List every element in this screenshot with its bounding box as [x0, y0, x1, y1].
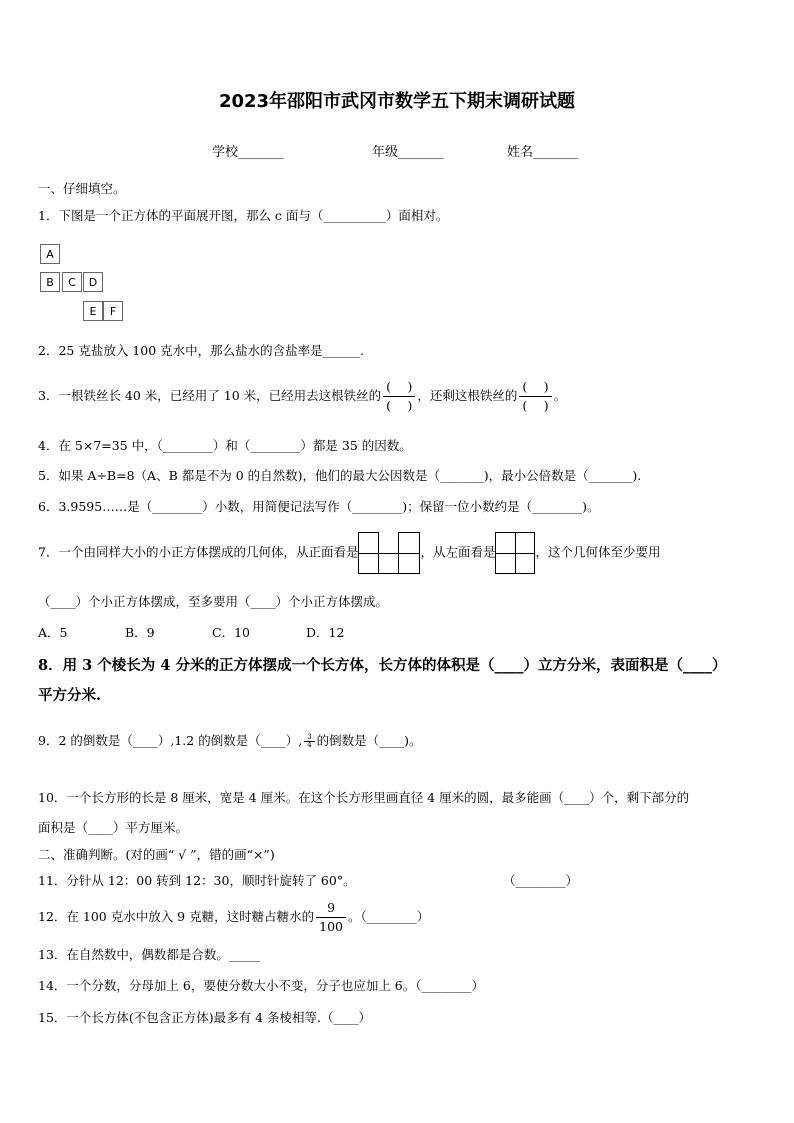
front-view-square [378, 553, 399, 574]
question-9-text-a: 9．2 的倒数是（____）,1.2 的倒数是（____）, [38, 733, 303, 748]
question-11-blank: （________） [503, 873, 579, 888]
left-view-square [515, 532, 535, 554]
fraction-nine-hundredths [316, 899, 346, 936]
fraction-used-num: ( ) [386, 379, 413, 394]
question-7 [38, 532, 661, 574]
fraction-left [519, 378, 551, 415]
option-a: A．5 [38, 625, 68, 640]
front-view-square [358, 532, 379, 554]
question-13: 13．在自然数中，偶数都是合数。_____ [38, 947, 261, 962]
option-b: B．9 [125, 625, 155, 640]
section-2-heading: 二、准确判断。(对的画“ √ ”，错的画“×”) [38, 847, 275, 862]
fraction-used [383, 378, 415, 415]
question-10-line-2: 面积是（____）平方厘米。 [38, 820, 189, 835]
net-face-f: F [103, 301, 123, 321]
question-8-line-1: 8．用 3 个棱长为 4 分米的正方体摆成一个长方体，长方体的体积是（____）立方分米，表面积是（____） [38, 657, 727, 674]
question-8-line-2: 平方分米. [38, 687, 102, 704]
question-9 [38, 732, 422, 750]
question-3-text-b: ，还剩这根铁丝的 [417, 388, 518, 403]
name-field: 姓名_______ [507, 145, 579, 160]
option-c: C．10 [212, 625, 250, 640]
fraction-den: 4 [304, 741, 314, 749]
left-view-figure [495, 532, 535, 574]
fraction-three-quarters [304, 734, 314, 749]
question-7-line-2: （____）个小正方体摆成，至多要用（____）个小正方体摆成。 [38, 594, 389, 609]
question-2: 2．25 克盐放入 100 克水中，那么盐水的含盐率是______. [38, 343, 365, 358]
school-field: 学校_______ [212, 145, 284, 160]
left-view-square [495, 532, 516, 554]
question-14: 14．一个分数，分母加上 6，要使分数大小不变，分子也应加上 6。（________） [38, 978, 485, 993]
front-view-figure [358, 532, 420, 574]
question-10-line-1: 10．一个长方形的长是 8 厘米，宽是 4 厘米。在这个长方形里画直径 4 厘米的圆，最多能画（____）个，剩下部分的 [38, 790, 690, 805]
question-7-text-b: ，从左面看是 [420, 544, 496, 560]
question-1: 1．下图是一个正方体的平面展开图，那么 c 面与（__________）面相对。 [38, 208, 449, 223]
cube-net-diagram [40, 244, 124, 328]
front-view-square [398, 553, 420, 574]
question-3 [38, 378, 566, 415]
question-5: 5．如果 A÷B=8（A、B 都是不为 0 的自然数)，他们的最大公因数是（_______)，最小公倍数是（_______). [38, 468, 642, 483]
question-12-text-a: 12．在 100 克水中放入 9 克糖，这时糖占糖水的 [38, 909, 315, 924]
fraction-used-den: ( ) [383, 396, 415, 415]
left-view-square [495, 553, 516, 574]
fraction-left-num: ( ) [522, 379, 549, 394]
question-3-text-a: 3．一根铁丝长 40 米，已经用了 10 米，已经用去这根铁丝的 [38, 388, 382, 403]
fraction-left-den: ( ) [519, 396, 551, 415]
question-3-text-c: 。 [553, 388, 567, 403]
net-face-c: C [62, 272, 82, 292]
question-4: 4．在 5×7=35 中，（________）和（________）都是 35 的因数。 [38, 438, 412, 453]
question-12-text-b: 。（________） [347, 909, 430, 924]
question-12 [38, 899, 429, 936]
question-11: 11．分针从 12：00 转到 12：30，顺时针旋转了 60°。 [38, 873, 356, 888]
net-face-e: E [83, 301, 103, 321]
front-view-square [398, 532, 420, 554]
fraction-num: 3 [307, 733, 312, 741]
fraction-num: 9 [327, 900, 336, 915]
question-7-text-c: ，这个几何体至少要用 [535, 544, 661, 560]
page-title: 2023年邵阳市武冈市数学五下期末调研试题 [218, 91, 576, 112]
net-face-b: B [40, 272, 60, 292]
question-15: 15．一个长方体(不包含正方体)最多有 4 条棱相等.（____） [38, 1010, 372, 1025]
front-view-square [358, 553, 379, 574]
fraction-den: 100 [316, 917, 346, 936]
left-view-square [515, 553, 535, 574]
question-6: 6．3.9595……是（________）小数，用简便记法写作（________)；保留一位小数约是（________)。 [38, 499, 600, 514]
question-9-text-b: 的倒数是（____)。 [316, 733, 422, 748]
option-d: D．12 [306, 625, 345, 640]
net-face-d: D [83, 272, 103, 292]
question-7-text-a: 7．一个由同样大小的小正方体摆成的几何体，从正面看是 [38, 544, 359, 560]
net-face-a: A [40, 244, 60, 264]
section-1-heading: 一、仔细填空。 [38, 181, 126, 196]
grade-field: 年级_______ [372, 145, 444, 160]
